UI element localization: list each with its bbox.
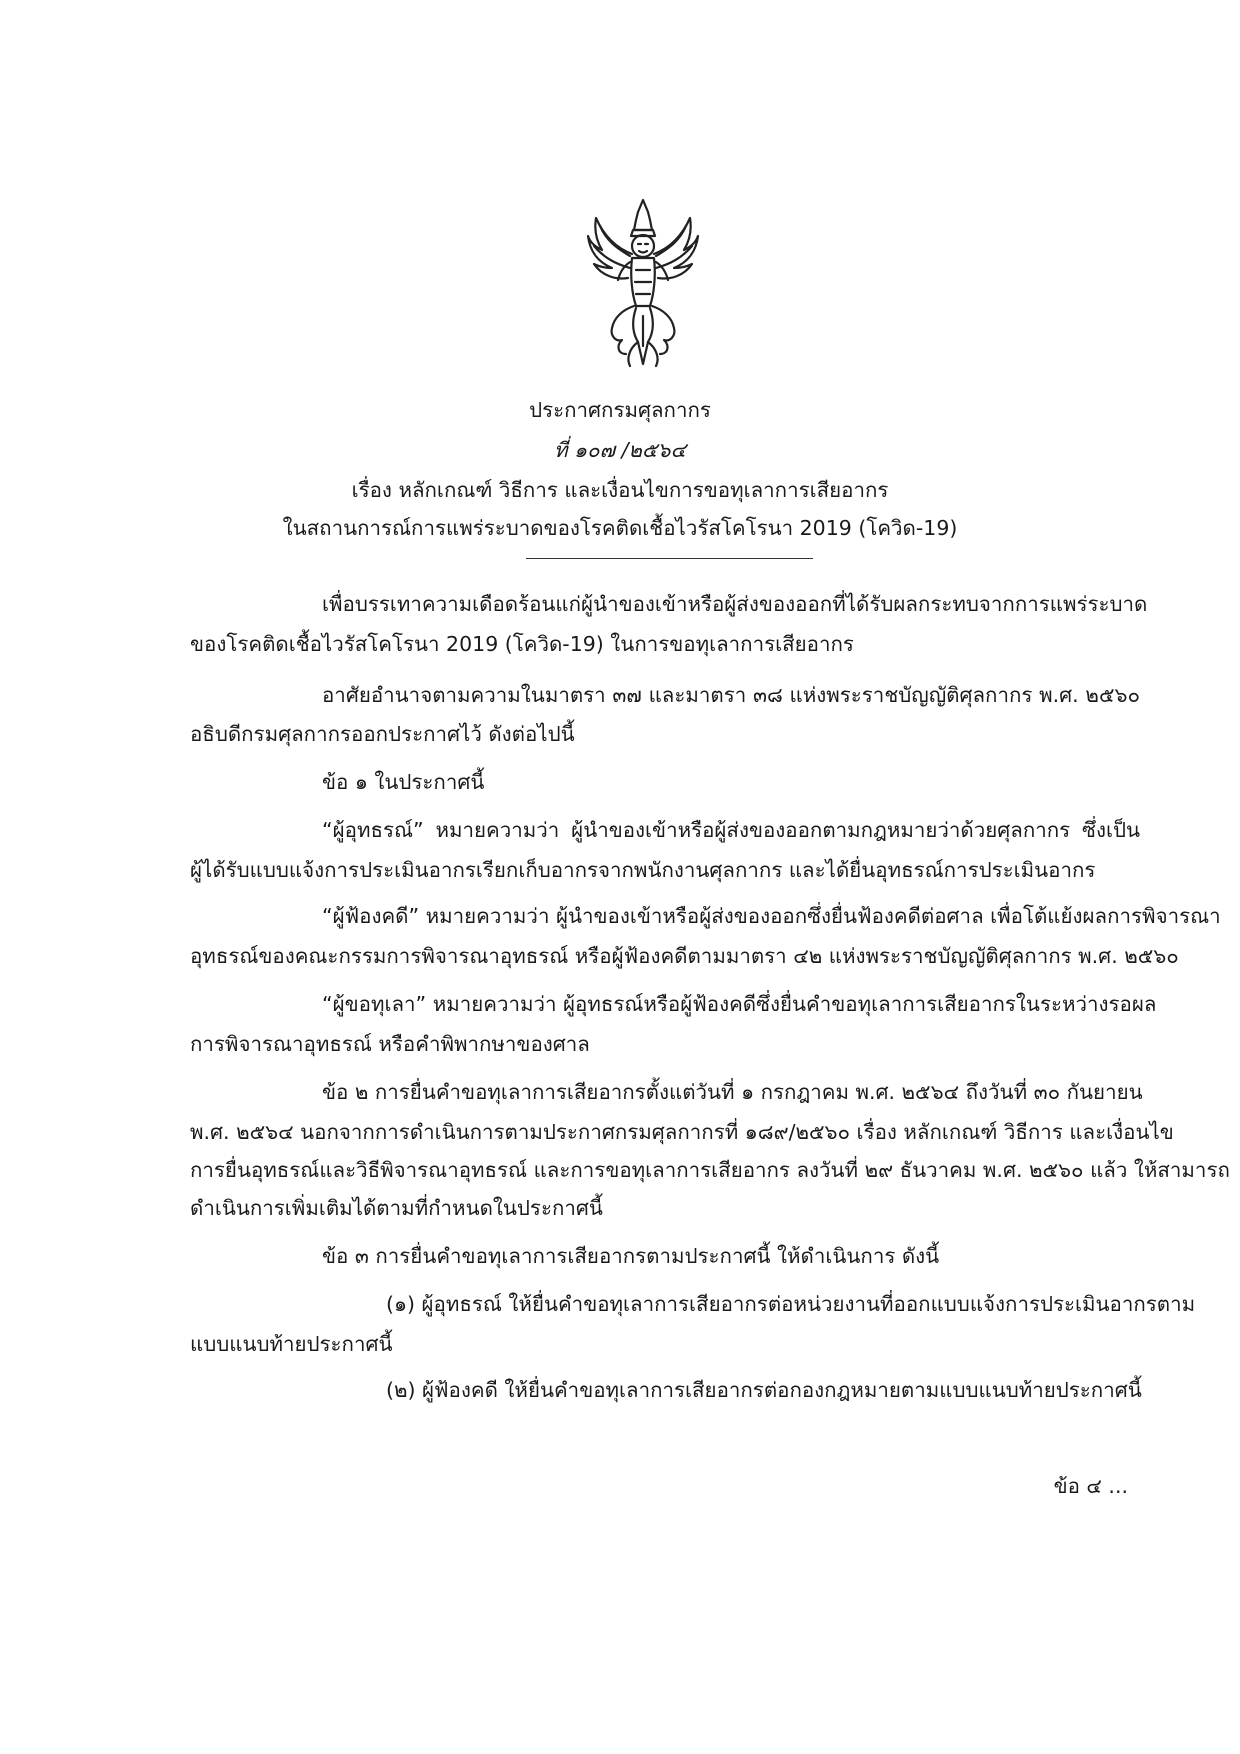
clause-3-item-2: (๒) ผู้ฟ้องคดี ให้ยื่นคำขอทุเลาการเสียอากรต่อกองกฎหมายตามแบบแนบท้ายประกาศนี้ (386, 1378, 1142, 1402)
header-divider (526, 558, 813, 559)
clause-3-heading: ข้อ ๓ การยื่นคำขอทุเลาการเสียอากรตามประกาศนี้ ให้ดำเนินการ ดังนี้ (322, 1244, 940, 1268)
clause-3-item-1-line-2: แบบแนบท้ายประกาศนี้ (190, 1332, 393, 1356)
continuation-marker: ข้อ ๔ ... (1053, 1474, 1128, 1498)
clause-2-line-2: พ.ศ. ๒๕๖๔ นอกจากการดำเนินการตามประกาศกรมศุลกากรที่ ๑๘๙/๒๕๖๐ เรื่อง หลักเกณฑ์ วิธีการ และเงื่อนไข (190, 1120, 1174, 1144)
definition-plaintiff-line-2: อุทธรณ์ของคณะกรรมการพิจารณาอุทธรณ์ หรือผู้ฟ้องคดีตามมาตรา ๔๒ แห่งพระราชบัญญัติศุลกากร พ.ศ. ๒๕๖๐ (190, 944, 1179, 968)
preamble-line-1: เพื่อบรรเทาความเดือดร้อนแก่ผู้นำของเข้าหรือผู้ส่งของออกที่ได้รับผลกระทบจากการแพร่ระบาด (322, 592, 1148, 616)
authority-line-1: อาศัยอำนาจตามความในมาตรา ๓๗ และมาตรา ๓๘ แห่งพระราชบัญญัติศุลกากร พ.ศ. ๒๕๖๐ (322, 683, 1140, 707)
definition-appellant-line-1: “ผู้อุทธรณ์” หมายความว่า ผู้นำของเข้าหรือผู้ส่งของออกตามกฎหมายว่าด้วยศุลกากร ซึ่งเป็น (322, 818, 1140, 842)
preamble-line-2: ของโรคติดเชื้อไวรัสโคโรนา 2019 (โควิด-19) ในการขอทุเลาการเสียอากร (190, 632, 854, 656)
clause-1-heading: ข้อ ๑ ในประกาศนี้ (322, 770, 485, 794)
clause-3-item-1-line-1: (๑) ผู้อุทธรณ์ ให้ยื่นคำขอทุเลาการเสียอากรต่อหน่วยงานที่ออกแบบแจ้งการประเมินอากรตาม (386, 1292, 1196, 1316)
announcement-title: ประกาศกรมศุลกากร (529, 398, 711, 422)
garuda-emblem-icon (586, 196, 700, 372)
clause-2-line-3: การยื่นอุทธรณ์และวิธีพิจารณาอุทธรณ์ และการขอทุเลาการเสียอากร ลงวันที่ ๒๙ ธันวาคม พ.ศ. ๒๕๖๐ แล้ว ให้สามารถ (190, 1158, 1230, 1182)
clause-2-line-1: ข้อ ๒ การยื่นคำขอทุเลาการเสียอากรตั้งแต่วันที่ ๑ กรกฎาคม พ.ศ. ๒๕๖๔ ถึงวันที่ ๓๐ กันยายน (322, 1080, 1143, 1104)
announcement-subject-line-1: เรื่อง หลักเกณฑ์ วิธีการ และเงื่อนไขการขอทุเลาการเสียอากร (351, 478, 889, 502)
definition-appellant-line-2: ผู้ได้รับแบบแจ้งการประเมินอากรเรียกเก็บอากรจากพนักงานศุลกากร และได้ยื่นอุทธรณ์การประเมินอากร (190, 858, 1096, 882)
definition-applicant-line-2: การพิจารณาอุทธรณ์ หรือคำพิพากษาของศาล (190, 1032, 590, 1056)
definition-applicant-line-1: “ผู้ขอทุเลา” หมายความว่า ผู้อุทธรณ์หรือผู้ฟ้องคดีซึ่งยื่นคำขอทุเลาการเสียอากรในระหว่างรอผล (322, 992, 1157, 1016)
announcement-subject-line-2: ในสถานการณ์การแพร่ระบาดของโรคติดเชื้อไวรัสโคโรนา 2019 (โควิด-19) (282, 516, 958, 540)
definition-plaintiff-line-1: “ผู้ฟ้องคดี” หมายความว่า ผู้นำของเข้าหรือผู้ส่งของออกซึ่งยื่นฟ้องคดีต่อศาล เพื่อโต้แย้งผลการพิจารณา (322, 904, 1221, 928)
announcement-number: ที่ ๑๐๗ /๒๕๖๔ (554, 438, 686, 462)
authority-line-2: อธิบดีกรมศุลกากรออกประกาศไว้ ดังต่อไปนี้ (190, 722, 575, 746)
clause-2-line-4: ดำเนินการเพิ่มเติมได้ตามที่กำหนดในประกาศนี้ (190, 1196, 603, 1220)
